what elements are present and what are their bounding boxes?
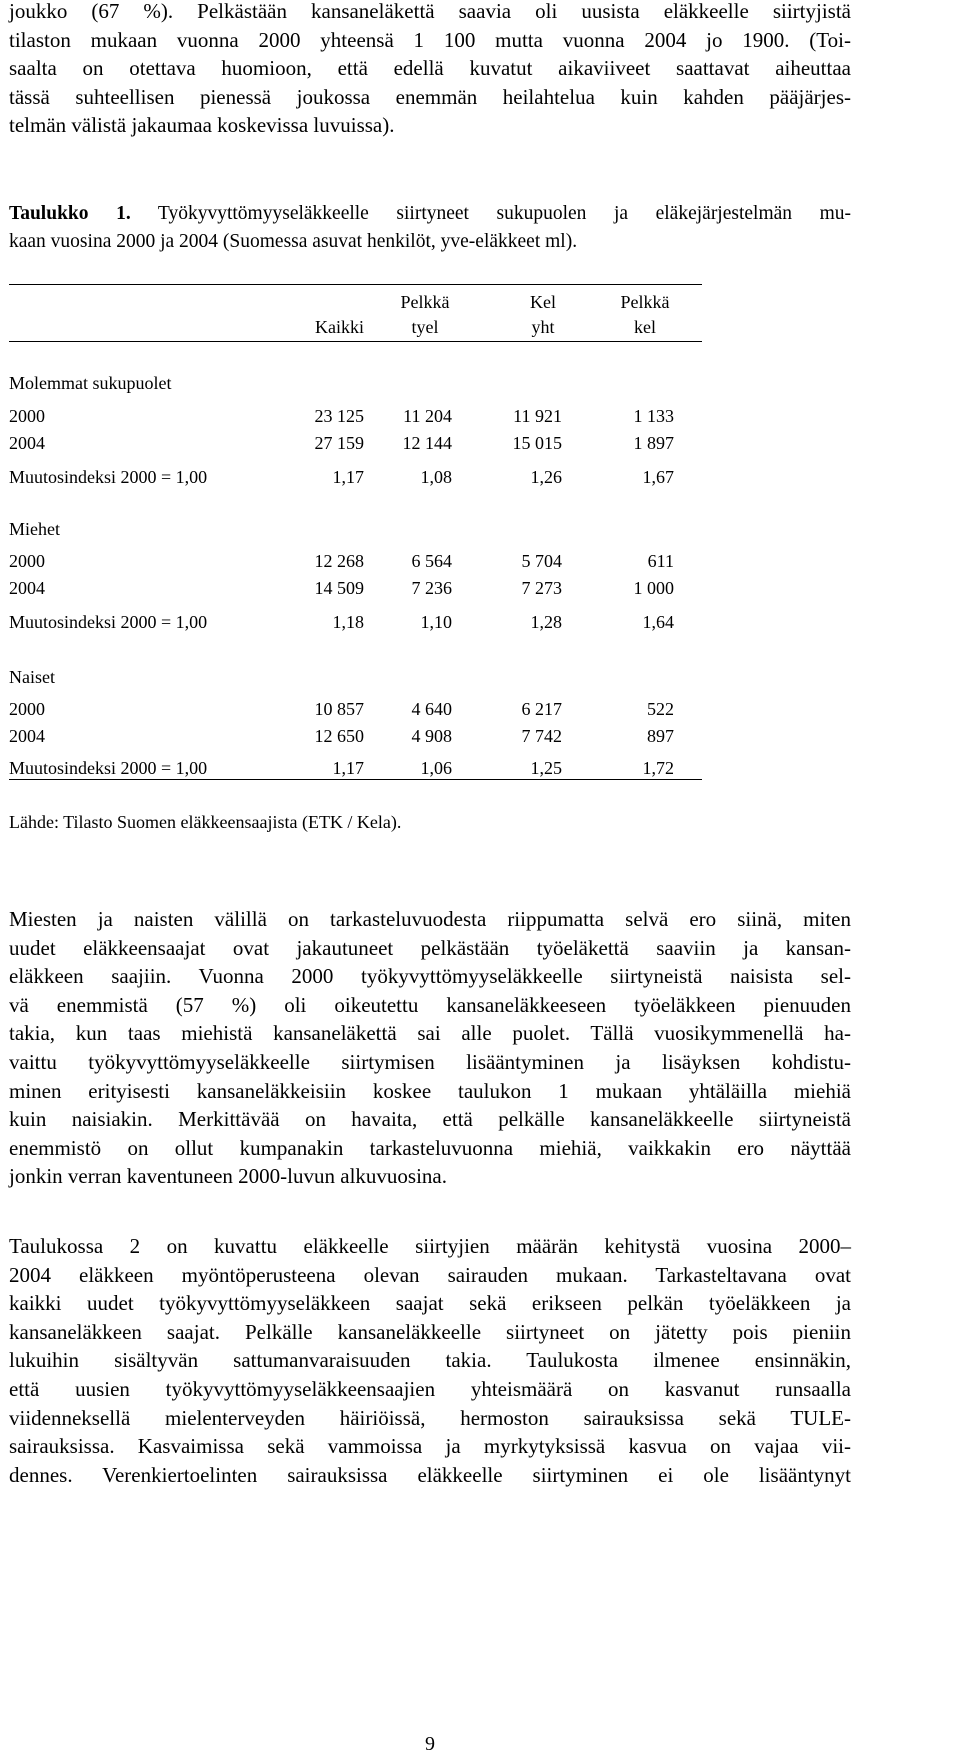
table-cell: 1,72 <box>642 758 674 778</box>
table-cell: 611 <box>647 551 674 571</box>
text-line: enemmistö on ollut kumpanakin tarkasteluvuonna miehiä, vaikkakin ero näyttää <box>9 1135 851 1160</box>
table-cell: 1,10 <box>420 612 452 632</box>
text-line: Miesten ja naisten välillä on tarkasteluvuodesta riippumatta selvä ero siinä, miten <box>9 907 851 931</box>
table-row-label: Muutosindeksi 2000 = 1,00 <box>9 467 208 487</box>
table-caption-text: Työkyvyttömyyseläkkeelle siirtyneet sukupuolen ja eläkejärjestelmän mu- <box>157 203 852 224</box>
table-cell: 11 204 <box>403 406 452 426</box>
table-cell: 23 125 <box>314 406 364 426</box>
table-cell: 27 159 <box>314 433 364 453</box>
text-line: vaittu työkyvyttömyyseläkkeelle siirtymisen lisääntyminen ja lisäyksen kohdistu- <box>9 1049 851 1074</box>
table-cell: 6 564 <box>411 551 452 571</box>
table-cell: 4 640 <box>411 699 452 719</box>
table-cell: 1,28 <box>530 612 562 632</box>
table-cell: 1,25 <box>530 758 562 778</box>
text-line: telmän välistä jakaumaa koskevissa luvuissa). <box>9 113 395 138</box>
table-group-title: Miehet <box>9 519 60 539</box>
text-line: minen erityisesti kansaneläkkeisiin koskee taulukon 1 mukaan yhtäläilla miehiä <box>9 1078 851 1103</box>
table-row-label: 2004 <box>9 433 45 453</box>
table-cell: 1,17 <box>332 467 364 487</box>
table-cell: 14 509 <box>314 578 364 598</box>
table-cell: 1 133 <box>633 406 674 426</box>
paragraph-3 <box>9 1232 851 1489</box>
table-cell: 7 236 <box>411 578 452 598</box>
text-line: lukuihin sisältyvän sattumanvaraisuuden takia. Taulukosta ilmenee ensinnäkin, <box>9 1348 851 1373</box>
text-line: eläkkeen saajiin. Vuonna 2000 työkyvyttömyyseläkkeelle siirtyneistä naisista sel- <box>9 964 851 989</box>
text-line: sairauksissa. Kasvaimissa sekä vammoissa ja myrkytyksissä kasvua on vajaa vii- <box>9 1434 851 1459</box>
table-cell: 12 650 <box>314 726 364 746</box>
col-header-kel-yht: yht <box>531 317 555 337</box>
text-line: kansaneläkkeen saajat. Pelkälle kansaneläkkeelle siirtyneet on jätetty pois pieniin <box>9 1319 851 1344</box>
table-cell: 7 273 <box>521 578 562 598</box>
col-header-pelkka-tyel: Pelkkä <box>400 292 450 312</box>
table-cell: 15 015 <box>512 433 562 453</box>
col-header-pelkka-tyel: tyel <box>411 317 439 337</box>
table-header-rule <box>9 341 702 342</box>
text-line: kaikki uudet työkyvyttömyyseläkkeen saajat sekä erikseen pelkän työeläkkeen ja <box>9 1291 851 1316</box>
table-cell: 1,08 <box>420 467 452 487</box>
page-number: 9 <box>425 1733 435 1755</box>
table-group-title: Naiset <box>9 667 55 687</box>
table-cell: 5 704 <box>521 551 562 571</box>
text-line: takia, kun taas miehistä kansaneläkettä sai alle puolet. Tällä vuosikymmenellä ha- <box>9 1021 851 1046</box>
table-cell: 7 742 <box>521 726 562 746</box>
table-top-rule <box>9 284 702 285</box>
table-row-label: 2004 <box>9 726 45 746</box>
table-caption-label: Taulukko 1. <box>9 203 131 224</box>
table-cell: 10 857 <box>314 699 364 719</box>
text-line: vä enemmistä (57 %) oli oikeutettu kansaneläkkeeseen työeläkkeen pienuuden <box>9 992 851 1017</box>
col-header-kel-yht: Kel <box>530 292 556 312</box>
table-row-label: 2000 <box>9 551 45 571</box>
table-cell: 1,26 <box>530 467 562 487</box>
text-line: että uusien työkyvyttömyyseläkkeensaajien yhteismäärä on kasvanut runsaalla <box>9 1376 851 1401</box>
text-line: viidenneksellä mielenterveyden häiriöissä, hermoston sairauksissa sekä TULE- <box>9 1405 851 1430</box>
paragraph-intro <box>9 0 851 140</box>
text-line: 2004 eläkkeen myöntöperusteena olevan sairauden mukaan. Tarkasteltavana ovat <box>9 1262 851 1287</box>
table-source: Lähde: Tilasto Suomen eläkkeensaajista (ETK / Kela). <box>9 812 402 832</box>
table-row-label: 2000 <box>9 406 45 426</box>
text-line: jonkin verran kaventuneen 2000-luvun alkuvuosina. <box>9 1164 447 1189</box>
table-cell: 1,17 <box>332 758 364 778</box>
table-cell: 1,06 <box>420 758 452 778</box>
table-group-title: Molemmat sukupuolet <box>9 373 172 393</box>
table-cell: 6 217 <box>521 699 562 719</box>
table-row-label: Muutosindeksi 2000 = 1,00 <box>9 758 208 778</box>
table-cell: 11 921 <box>513 406 562 426</box>
table-cell: 1,67 <box>642 467 674 487</box>
table-caption <box>9 200 851 256</box>
table-caption-text: kaan vuosina 2000 ja 2004 (Suomessa asuvat henkilöt, yve-eläkkeet ml). <box>9 231 578 252</box>
table-cell: 1 000 <box>633 578 674 598</box>
col-header-pelkka-kel: Pelkkä <box>620 292 670 312</box>
table-cell: 1 897 <box>633 433 674 453</box>
table-cell: 12 268 <box>314 551 364 571</box>
text-line: uudet eläkkeensaajat ovat jakautuneet pelkästään työeläkettä saaviin ja kansan- <box>9 935 851 960</box>
table-cell: 522 <box>647 699 674 719</box>
table-cell: 12 144 <box>402 433 452 453</box>
text-line: Taulukossa 2 on kuvattu eläkkeelle siirtyjien määrän kehitystä vuosina 2000– <box>9 1234 851 1258</box>
text-line: kuin naisiakin. Merkittävää on havaita, että pelkälle kansaneläkkeelle siirtyneistä <box>9 1107 851 1132</box>
table-row-label: 2000 <box>9 699 45 719</box>
text-line: tilaston mukaan vuonna 2000 yhteensä 1 100 mutta vuonna 2004 jo 1900. (Toi- <box>9 27 851 52</box>
col-header-kaikki: Kaikki <box>315 317 364 337</box>
table-cell: 1,64 <box>642 612 674 632</box>
text-line: joukko (67 %). Pelkästään kansaneläkettä saavia oli uusista eläkkeelle siirtyjistä <box>9 0 851 23</box>
table-cell: 897 <box>647 726 674 746</box>
paragraph-2 <box>9 905 851 1191</box>
table-row-label: Muutosindeksi 2000 = 1,00 <box>9 612 208 632</box>
text-line: saalta on otettava huomioon, että edellä kuvatut aikaviiveet saattavat aiheuttaa <box>9 56 851 81</box>
text-line: tässä suhteellisen pienessä joukossa enemmän heilahtelua kuin kahden pääjärjes- <box>9 84 851 109</box>
text-line: dennes. Verenkiertoelinten sairauksissa eläkkeelle siirtyminen ei ole lisääntynyt <box>9 1462 851 1487</box>
table-cell: 1,18 <box>332 612 364 632</box>
col-header-pelkka-kel: kel <box>634 317 656 337</box>
table-row-label: 2004 <box>9 578 45 598</box>
table-bottom-rule <box>9 779 702 780</box>
table-cell: 4 908 <box>411 726 452 746</box>
